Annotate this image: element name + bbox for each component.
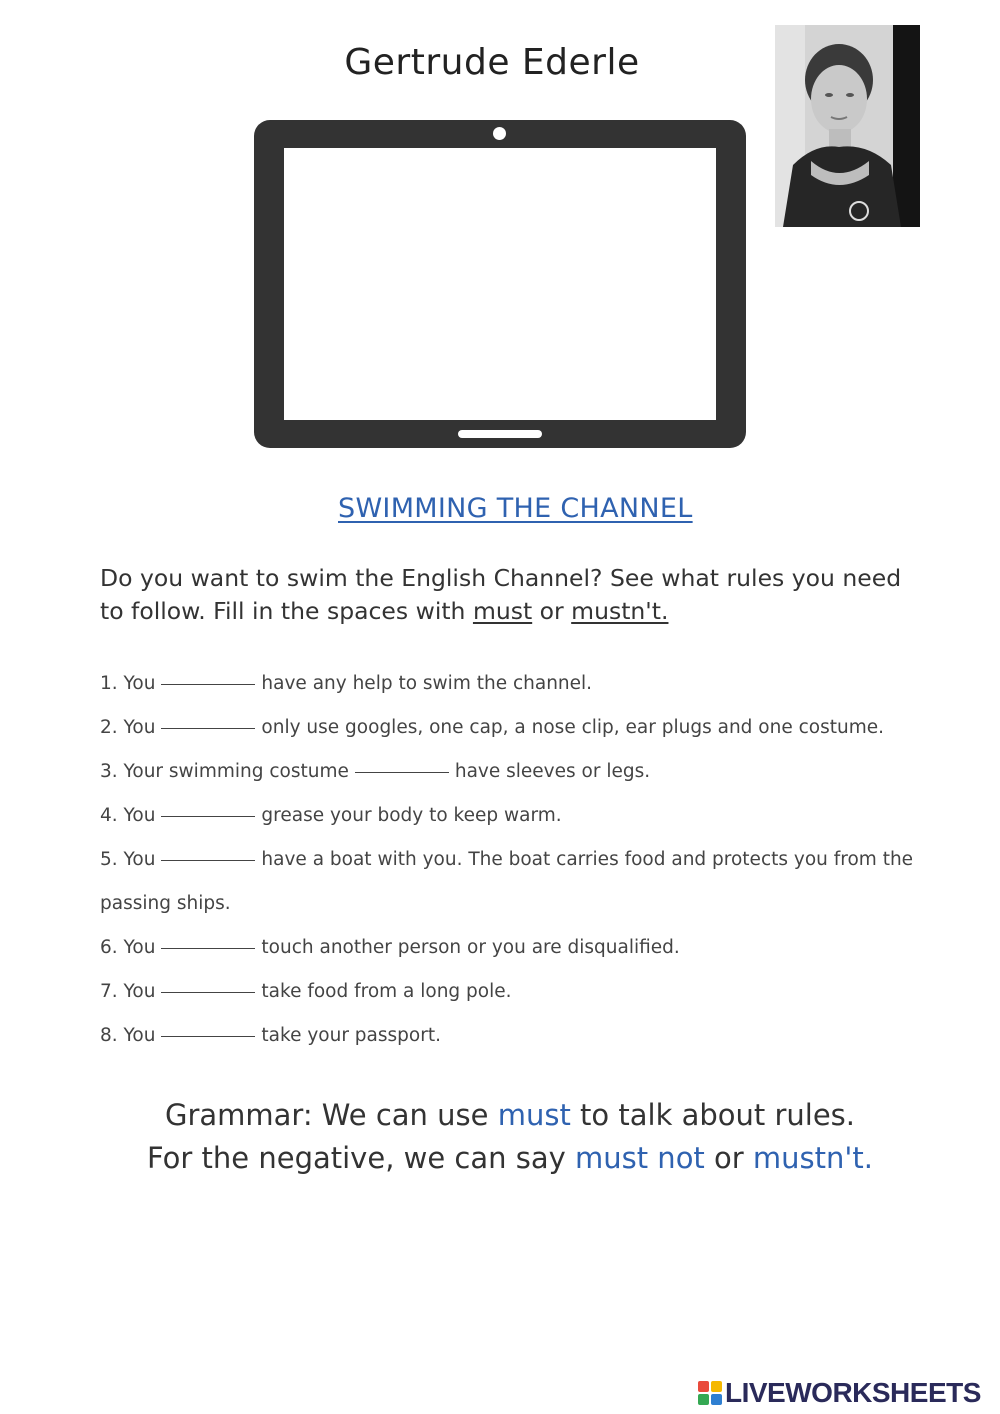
answer-blank[interactable]	[161, 860, 255, 861]
exercise-item	[100, 926, 930, 970]
instructions	[100, 562, 930, 628]
exercise-list	[100, 662, 930, 1058]
exercise-item	[100, 750, 930, 794]
exercise-suffix: touch another person or you are disqualified.	[261, 937, 680, 958]
grammar-text: Grammar: We can use	[164, 1098, 498, 1132]
option-mustnt: mustn't.	[571, 597, 669, 625]
exercise-prefix: 3. Your swimming costume	[100, 761, 349, 782]
exercise-prefix: 5. You	[100, 849, 156, 870]
option-must: must	[472, 597, 533, 625]
grammar-note	[90, 1094, 930, 1180]
grammar-text: to talk about rules.	[570, 1098, 856, 1132]
grammar-highlight: must not	[574, 1141, 705, 1175]
exercise-prefix: 2. You	[100, 717, 156, 738]
exercise-item	[100, 794, 930, 838]
answer-blank[interactable]	[161, 1036, 255, 1037]
answer-blank[interactable]	[161, 728, 255, 729]
portrait-photo	[775, 25, 920, 227]
answer-blank[interactable]	[161, 992, 255, 993]
exercise-suffix: have sleeves or legs.	[454, 761, 651, 782]
grammar-text: For the negative, we can say	[147, 1141, 575, 1175]
grammar-text: .	[863, 1141, 873, 1175]
exercise-suffix: have a boat with you. The boat carries food and protects you from the passing ships.	[100, 849, 914, 914]
tablet-frame	[254, 120, 746, 448]
grammar-highlight: must	[497, 1098, 571, 1132]
exercise-prefix: 7. You	[100, 981, 156, 1002]
exercise-suffix: have any help to swim the channel.	[261, 673, 593, 694]
camera-icon	[493, 127, 506, 140]
answer-blank[interactable]	[355, 772, 449, 773]
grammar-line-1	[90, 1094, 930, 1137]
video-screen[interactable]	[284, 148, 716, 420]
logo-text: LIVEWORKSHEETS	[725, 1377, 981, 1408]
exercise-prefix: 6. You	[100, 937, 156, 958]
exercise-suffix: grease your body to keep warm.	[261, 805, 562, 826]
answer-blank[interactable]	[161, 684, 255, 685]
exercise-item	[100, 706, 930, 750]
grammar-highlight: mustn't	[752, 1141, 864, 1175]
page-title: Gertrude Ederle	[344, 42, 640, 83]
grammar-line-2	[90, 1137, 930, 1180]
grammar-text: or	[704, 1141, 753, 1175]
exercise-suffix: take food from a long pole.	[261, 981, 512, 1002]
intro-text: Do you want to swim the English Channel? See what rules you need to follow. Fill in the spaces with	[100, 564, 902, 625]
section-title: SWIMMING THE CHANNEL	[338, 493, 693, 524]
answer-blank[interactable]	[161, 816, 255, 817]
home-button	[458, 430, 542, 438]
logo-grid-icon	[698, 1381, 722, 1405]
exercise-item	[100, 970, 930, 1014]
exercise-prefix: 1. You	[100, 673, 156, 694]
liveworksheets-logo[interactable]	[698, 1378, 981, 1408]
exercise-prefix: 8. You	[100, 1025, 156, 1046]
exercise-suffix: only use googles, one cap, a nose clip, ear plugs and one costume.	[261, 717, 884, 738]
exercise-item	[100, 838, 930, 926]
exercise-item	[100, 1014, 930, 1058]
exercise-prefix: 4. You	[100, 805, 156, 826]
exercise-suffix: take your passport.	[261, 1025, 441, 1046]
intro-middle: or	[532, 597, 572, 625]
exercise-item	[100, 662, 930, 706]
answer-blank[interactable]	[161, 948, 255, 949]
